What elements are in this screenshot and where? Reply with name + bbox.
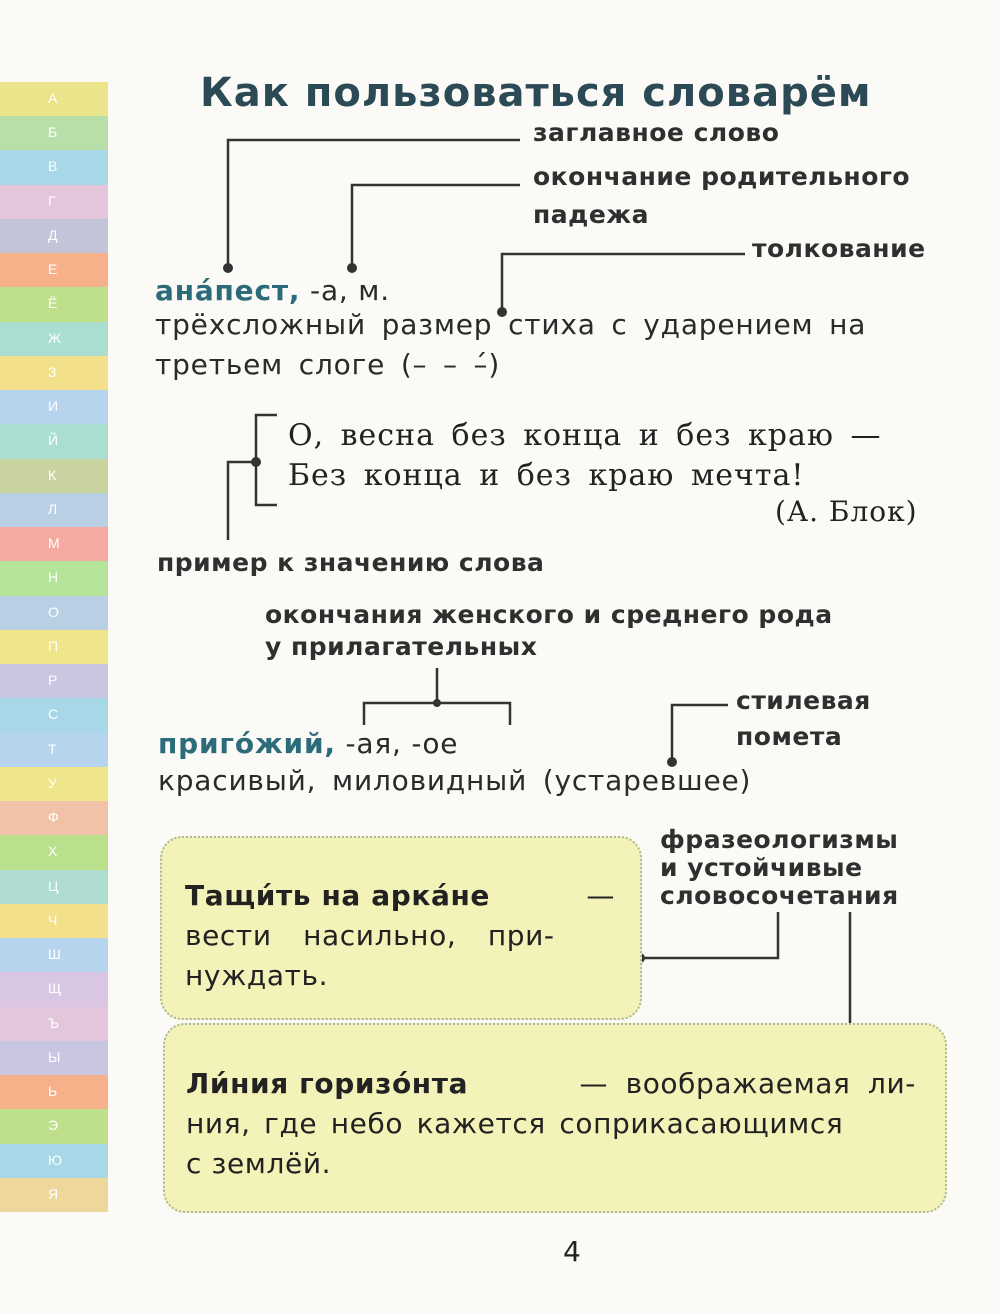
alphabet-tab-letter: Е	[48, 261, 58, 278]
alphabet-tab-letter: Л	[48, 500, 58, 517]
quote-line-1: О, весна без конца и без краю —	[288, 418, 882, 453]
phrase2-text	[186, 1064, 916, 1184]
label-genitive-2: падежа	[533, 200, 650, 229]
label-style-2: помета	[736, 722, 843, 751]
alphabet-tab-letter: Ю	[48, 1151, 63, 1168]
alphabet-tab-letter: Ф	[48, 809, 59, 826]
label-example: пример к значению слова	[157, 548, 545, 577]
phrase2-line1-rest: — воображаемая ли-	[579, 1067, 916, 1100]
alphabet-tab-letter: К	[48, 466, 57, 483]
entry1-headword: ана́пест,	[155, 274, 301, 307]
label-genitive-1: окончание родительного	[533, 162, 911, 191]
alphabet-tab-letter: Щ	[48, 980, 62, 997]
alphabet-tab-letter: Ш	[48, 946, 61, 963]
alphabet-tab-letter: Ё	[48, 295, 58, 312]
quote-line-2: Без конца и без краю мечта!	[288, 458, 805, 493]
page-title: Как пользоваться словарём	[200, 70, 872, 116]
alphabet-tab-letter: У	[48, 774, 57, 791]
alphabet-tab-letter: Ч	[48, 911, 58, 928]
alphabet-tab-letter: А	[48, 90, 58, 106]
alphabet-tab-letter: М	[48, 535, 60, 552]
phrase1-term: Тащи́ть на арка́не	[185, 879, 491, 912]
entry2-line	[158, 727, 458, 760]
alphabet-tab-letter: Ц	[48, 877, 59, 894]
entry1-grammar: -а, м.	[310, 274, 390, 307]
label-style-1: стилевая	[736, 686, 871, 715]
alphabet-tab-letter: Ж	[48, 329, 61, 346]
alphabet-tab-letter: Н	[48, 569, 59, 586]
alphabet-tab-letter: Э	[48, 1117, 59, 1134]
alphabet-tab-letter: В	[48, 158, 58, 175]
alphabet-tab-letter: Ь	[48, 1083, 58, 1100]
page-number: 4	[563, 1235, 581, 1268]
alphabet-tab-letter: З	[48, 363, 57, 380]
quote-author: (А. Блок)	[775, 495, 918, 528]
entry2-definition: красивый, миловидный (устаревшее)	[158, 764, 752, 797]
label-phraseo-2: и устойчивые	[660, 853, 863, 882]
alphabet-tab-letter: Г	[48, 192, 56, 209]
alphabet-tab-letter: Т	[48, 740, 57, 757]
label-headword: заглавное слово	[533, 118, 780, 147]
entry2-grammar: -ая, -ое	[345, 727, 459, 760]
phrase1-text	[185, 876, 615, 996]
alphabet-tab-letter: И	[48, 398, 59, 415]
alphabet-tab-letter: О	[48, 603, 59, 620]
phrase2-line2: ния, где небо кажется соприкасающимся	[186, 1107, 844, 1140]
label-phraseo-3: словосочетания	[660, 881, 899, 910]
phrase1-line2: вести насильно, при-	[185, 919, 555, 952]
label-definition: толкование	[752, 234, 926, 263]
alphabet-tab-letter: Б	[48, 124, 58, 141]
phrase1-dash: —	[586, 879, 615, 912]
phrase2-term: Ли́ния горизо́нта	[186, 1067, 469, 1100]
entry1-definition-1: трёхсложный размер стиха с ударением на	[155, 308, 867, 341]
entry1-definition-2: третьем слоге (– – –́)	[155, 348, 501, 381]
entry2-headword: приго́жий,	[158, 727, 336, 760]
phrase2-line3: с землёй.	[186, 1147, 332, 1180]
alphabet-tab-letter: С	[48, 706, 59, 723]
label-phraseo	[660, 826, 899, 910]
phrase1-line3: нуждать.	[185, 959, 329, 992]
alphabet-tab-letter: Ъ	[48, 1014, 60, 1031]
label-adj-endings-1: окончания женского и среднего рода	[265, 600, 833, 629]
entry1-line	[155, 274, 390, 307]
label-adj-endings-2: у прилагательных	[265, 632, 538, 661]
alphabet-tab-letter: Я	[48, 1185, 59, 1202]
alphabet-tab-letter: Р	[48, 672, 58, 689]
alphabet-tab-letter: П	[48, 637, 59, 654]
alphabet-tab-letter: Х	[48, 843, 58, 860]
alphabet-tab-letter: Ы	[48, 1048, 61, 1065]
alphabet-tab-letter: Д	[48, 226, 58, 243]
alphabet-tab-letter: Й	[48, 432, 59, 449]
label-phraseo-1: фразеологизмы	[660, 825, 899, 854]
